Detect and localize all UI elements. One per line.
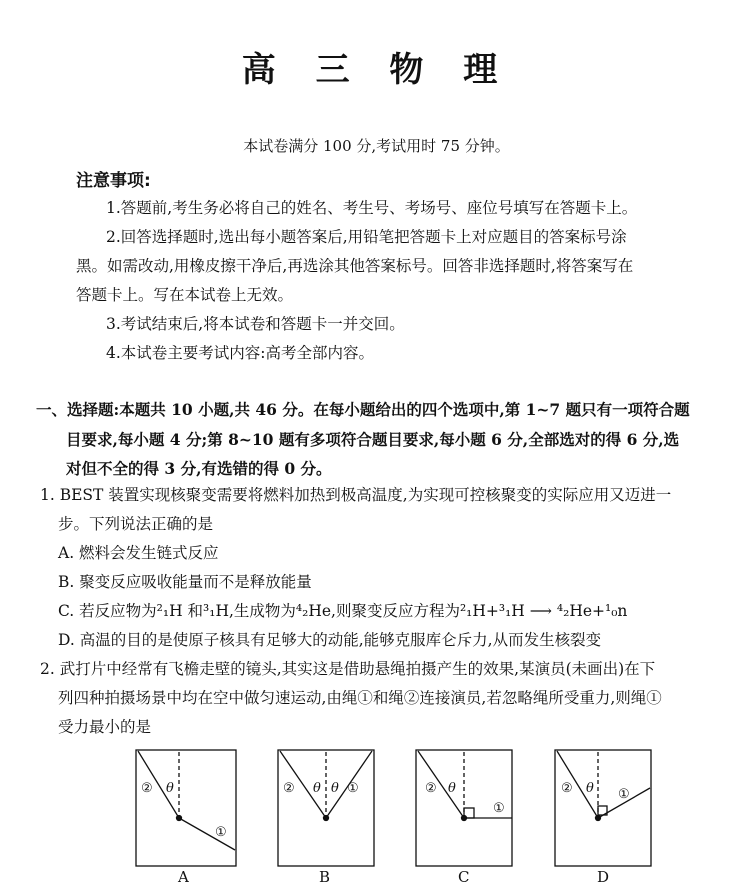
- q1-option-b: B. 聚变反应吸收能量而不是释放能量: [58, 573, 312, 591]
- notice-item-2-end: 答题卡上。写在本试卷上无效。: [76, 286, 294, 304]
- diagram-d-rope-2-label: ②: [561, 781, 573, 796]
- diagram-b-rope-1-label: ①: [347, 781, 359, 796]
- q1-stem-line-2: 步。下列说法正确的是: [58, 515, 214, 533]
- q1-option-d: D. 高温的目的是使原子核具有足够大的动能,能够克服库仑斥力,从而发生核裂变: [58, 631, 602, 649]
- diagram-b-angle-right-label: θ: [331, 781, 339, 796]
- diagram-a-rope-1-label: ①: [215, 825, 227, 840]
- diagram-c-label: C: [458, 868, 470, 885]
- diagram-c-angle-label: θ: [448, 781, 456, 796]
- diagram-b-rope-2-label: ②: [283, 781, 295, 796]
- diagram-b-label: B: [319, 868, 331, 885]
- notice-item-4: 4.本试卷主要考试内容:高考全部内容。: [106, 344, 375, 362]
- diagram-a: [136, 750, 236, 866]
- diagram-b: [278, 750, 374, 866]
- page-title: 高 三 物 理: [241, 50, 512, 90]
- notice-item-1: 1.答题前,考生务必将自己的姓名、考生号、考场号、座位号填写在答题卡上。: [106, 199, 638, 217]
- notice-item-2: 2.回答选择题时,选出每小题答案后,用铅笔把答题卡上对应题目的答案标号涂: [106, 228, 627, 246]
- diagram-d-rope-1-label: ①: [618, 787, 630, 802]
- notice-item-3: 3.考试结束后,将本试卷和答题卡一并交回。: [106, 315, 405, 333]
- diagram-a-angle-label: θ: [166, 781, 174, 796]
- q1-stem-line-1: 1. BEST 装置实现核聚变需要将燃料加热到极高温度,为实现可控核聚变的实际应用又迈进一: [40, 486, 672, 504]
- q1-option-c: C. 若反应物为²₁H 和³₁H,生成物为⁴₂He,则聚变反应方程为²₁H+³₁H ⟶ ⁴₂He+¹₀n: [58, 602, 628, 620]
- q2-diagrams: [0, 740, 753, 885]
- q2-stem-line-2: 列四种拍摄场景中均在空中做匀速运动,由绳①和绳②连接演员,若忽略绳所受重力,则绳①: [58, 689, 662, 707]
- diagram-b-angle-left-label: θ: [313, 781, 321, 796]
- diagram-d-label: D: [597, 868, 610, 885]
- section-instructions-line-1: 一、选择题:本题共 10 小题,共 46 分。在每小题给出的四个选项中,第 1~7 题只有一项符合题: [36, 400, 690, 419]
- notice-heading: 注意事项:: [76, 171, 151, 191]
- exam-info: 本试卷满分 100 分,考试用时 75 分钟。: [243, 137, 510, 155]
- diagram-d-angle-label: θ: [586, 781, 594, 796]
- q2-stem-line-1: 2. 武打片中经常有飞檐走壁的镜头,其实这是借助悬绳拍摄产生的效果,某演员(未画出)在下: [40, 660, 656, 678]
- section-instructions-line-2: 目要求,每小题 4 分;第 8~10 题有多项符合题目要求,每小题 6 分,全部选对的得 6 分,选: [66, 430, 680, 449]
- diagram-c-rope-2-label: ②: [425, 781, 437, 796]
- q2-stem-line-3: 受力最小的是: [58, 718, 152, 736]
- diagram-c-rope-1-label: ①: [493, 801, 505, 816]
- diagram-d: [555, 750, 651, 866]
- q1-option-a: A. 燃料会发生链式反应: [58, 544, 219, 562]
- section-instructions-line-3: 对但不全的得 3 分,有选错的得 0 分。: [66, 459, 332, 478]
- notice-item-2-cont: 黑。如需改动,用橡皮擦干净后,再选涂其他答案标号。回答非选择题时,将答案写在: [76, 257, 634, 275]
- diagram-a-rope-2-label: ②: [141, 781, 153, 796]
- diagram-a-label: A: [178, 868, 189, 885]
